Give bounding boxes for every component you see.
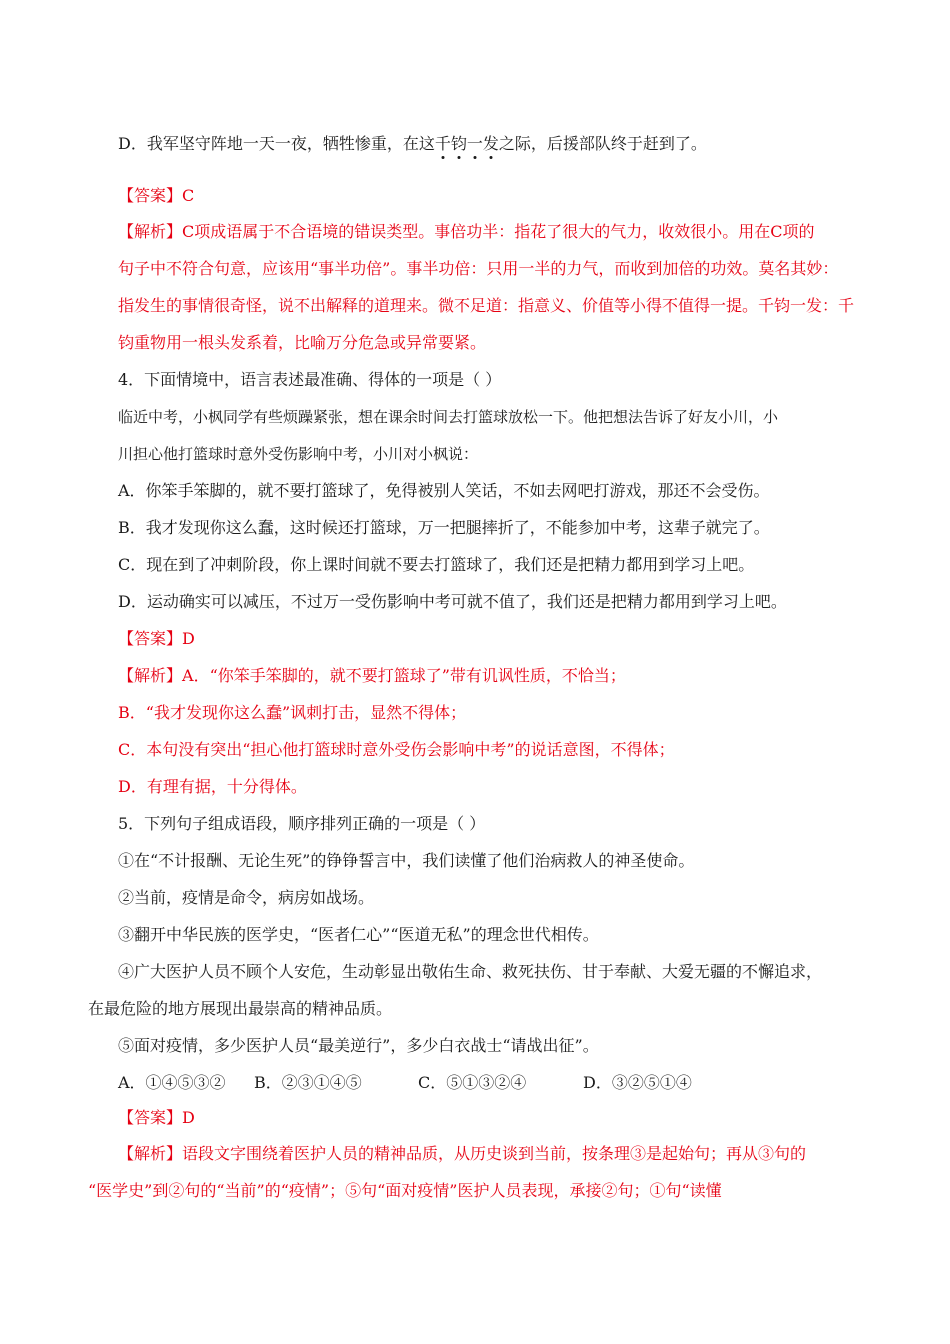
q5-sentence: ②当前，疫情是命令，病房如战场。 [118, 888, 375, 907]
q4-analysis-line: B．“我才发现你这么蠢”讽刺打击，显然不得体； [118, 703, 467, 722]
analysis-text: A．“你笨手笨脚的，就不要打篮球了”带有讥讽性质，不恰当； [182, 666, 626, 685]
dotted-char: 千 [434, 134, 451, 153]
q5-sentence: ①在“不计报酬、无论生死”的铮铮誓言中，我们读懂了他们治病救人的神圣使命。 [118, 851, 695, 870]
q5-option-d: D．③②⑤①④ [583, 1073, 692, 1092]
q5-answer [118, 1107, 195, 1129]
q3-option-d-before: D．我军坚守阵地一天一夜，牺牲惨重，在这 [118, 134, 435, 153]
analysis-tag: 【解析】 [118, 666, 183, 685]
answer-value: D [182, 1108, 195, 1127]
q4-option-c: C．现在到了冲刺阶段，你上课时间就不要去打篮球了，我们还是把精力都用到学习上吧。 [118, 555, 755, 574]
q4-option-d: D．运动确实可以减压，不过万一受伤影响中考可就不值了，我们还是把精力都用到学习上吧。 [118, 592, 787, 611]
q5-sentence: ⑤面对疫情，多少医护人员“最美逆行”，多少白衣战士“请战出征”。 [118, 1036, 599, 1055]
q5-sentence: ③翻开中华民族的医学史，“医者仁心”“医道无私”的理念世代相传。 [118, 925, 599, 944]
q4-analysis-line: C．本句没有突出“担心他打篮球时意外受伤会影响中考”的说话意图，不得体； [118, 740, 675, 759]
q5-sentence: 在最危险的地方展现出最崇高的精神品质。 [88, 999, 393, 1018]
answer-tag: 【答案】 [118, 186, 183, 205]
q4-option-b: B．我才发现你这么蠢，这时候还打篮球，万一把腿摔折了，不能参加中考，这辈子就完了。 [118, 518, 770, 537]
analysis-tag: 【解析】 [118, 1144, 183, 1163]
q5-sentence: ④广大医护人员不顾个人安危，生动彰显出敬佑生命、救死扶伤、甘于奉献、大爱无疆的不懈追求， [118, 962, 823, 981]
q4-analysis-line [118, 665, 626, 687]
q3-option-d-after: 之际，后援部队终于赶到了。 [498, 134, 707, 153]
q4-context-line: 临近中考，小枫同学有些烦躁紧张，想在课余时间去打篮球放松一下。他把想法告诉了好友小川，小 [118, 408, 779, 426]
q5-analysis-line: “医学史”到②句的“当前”的“疫情”；⑤句“面对疫情”医护人员表现，承接②句；①句“读懂 [88, 1181, 722, 1200]
q4-context-line: 川担心他打篮球时意外受伤影响中考，小川对小枫说： [118, 445, 479, 463]
answer-value: C [182, 186, 195, 205]
analysis-tag: 【解析】 [118, 222, 183, 241]
q4-stem: 4．下面情境中，语言表述最准确、得体的一项是（ ） [118, 370, 502, 389]
analysis-text: C项成语属于不合语境的错误类型。事倍功半：指花了很大的气力，收效很小。用在C项的 [182, 222, 815, 241]
q3-option-d [118, 133, 707, 155]
q5-option-b: B．②③①④⑤ [254, 1073, 362, 1092]
dotted-char: 一 [466, 134, 483, 153]
q3-analysis-line: 指发生的事情很奇怪，说不出解释的道理来。微不足道：指意义、价值等小得不值得一提。千钧一发：千 [118, 296, 855, 315]
q4-analysis-line: D．有理有据，十分得体。 [118, 777, 307, 796]
q4-option-a: A．你笨手笨脚的，就不要打篮球了，免得被别人笑话，不如去网吧打游戏，那还不会受伤。 [118, 481, 770, 500]
dotted-char: 钧 [450, 134, 467, 153]
q5-option-c: C．⑤①③②④ [418, 1073, 527, 1092]
q5-analysis-line [118, 1143, 806, 1165]
analysis-text: 语段文字围绕着医护人员的精神品质，从历史谈到当前，按条理③是起始句；再从③句的 [182, 1144, 807, 1163]
answer-tag: 【答案】 [118, 1108, 183, 1127]
dotted-char: 发 [482, 134, 499, 153]
q3-option-d-dotted [435, 134, 499, 153]
answer-tag: 【答案】 [118, 629, 183, 648]
q5-stem: 5．下列句子组成语段，顺序排列正确的一项是（ ） [118, 814, 486, 833]
q4-answer [118, 628, 195, 650]
answer-value: D [182, 629, 195, 648]
q3-analysis-line: 句子中不符合句意，应该用“事半功倍”。事半功倍：只用一半的力气，而收到加倍的功效。莫名其妙： [118, 259, 839, 278]
q5-option-a: A．①④⑤③② [118, 1073, 226, 1092]
q3-analysis-line: 钧重物用一根头发系着，比喻万分危急或异常要紧。 [118, 333, 487, 352]
q3-analysis-line [118, 221, 815, 243]
q3-answer [118, 185, 194, 207]
